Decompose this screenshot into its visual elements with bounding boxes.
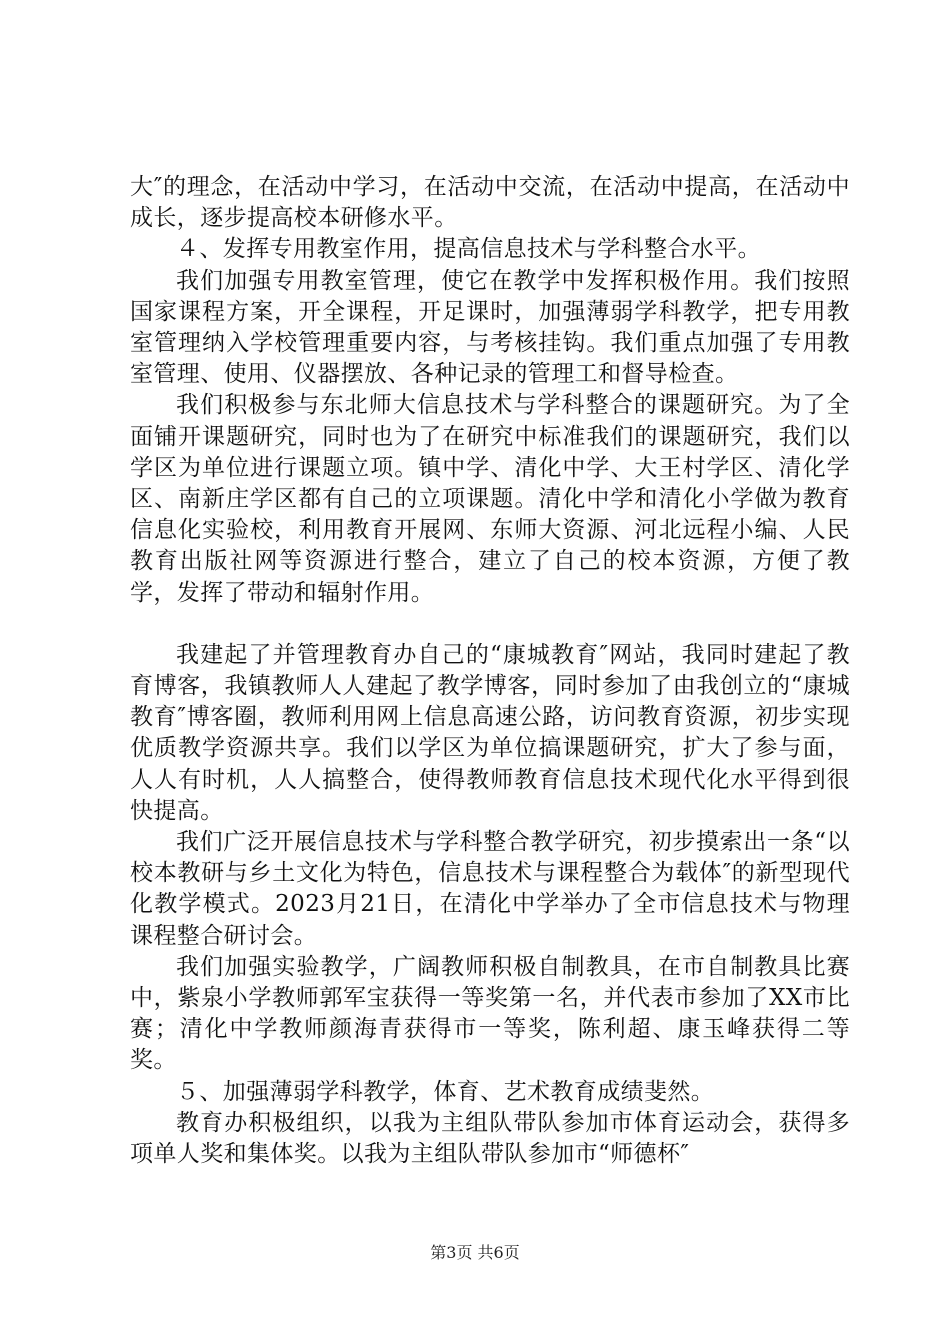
paragraph-sports-arts: 教育办积极组织，以我为主组队带队参加市体育运动会，获得多项单人奖和集体奖。以我为主组队带队参加市“师德杯″ [130, 1109, 850, 1168]
paragraph-experiment-teaching: 我们加强实验教学，广阔教师积极自制教具，在市自制教具比赛中，紫泉小学教师郭军宝获得一等奖第一名，并代表市参加了XX市比赛；清化中学教师颜海青获得市一等奖，陈利超、康玉峰获得二等奖。 [130, 953, 850, 1074]
paragraph-website-blog: 我建起了并管理教育办自己的“康城教育″网站，我同时建起了教育博客，我镇教师人人建起了教学博客，同时参加了由我创立的“康城教育″博客圈，教师利用网上信息高速公路，访问教育资源，初步实现优质教学资源共享。我们以学区为单位搞课题研究，扩大了参与面，人人有时机，人人搞整合，使得教师教育信息技术现代化水平得到很快提高。 [130, 641, 850, 824]
paragraph-gap [130, 609, 850, 640]
document-body [130, 172, 850, 1170]
paragraph-teaching-model: 我们广泛开展信息技术与学科整合教学研究，初步摸索出一条“以校本教研与乡土文化为特色，信息技术与课程整合为载体″的新型现代化教学模式。2023月21日，在清化中学举办了全市信息技术与物理课程整合研讨会。 [130, 829, 850, 949]
paragraph-continuation: 大″的理念，在活动中学习，在活动中交流，在活动中提高，在活动中成长，逐步提高校本研修水平。 [130, 174, 850, 232]
section-heading-5: ５、加强薄弱学科教学，体育、艺术教育成绩斐然。 [176, 1078, 715, 1105]
paragraph-research-project: 我们积极参与东北师大信息技术与学科整合的课题研究。为了全面铺开课题研究，同时也为了在研究中标准我们的课题研究，我们以学区为单位进行课题立项。镇中学、清化中学、大王村学区、清化学区、南新庄学区都有自己的立项课题。清化中学和清化小学做为教育信息化实验校，利用教育开展网、东师大资源、河北远程小编、人民教育出版社网等资源进行整合，建立了自己的校本资源，方便了教学，发挥了带动和辐射作用。 [130, 392, 850, 606]
page-number-footer: 第3页 共6页 [430, 1243, 520, 1262]
paragraph-classroom-management: 我们加强专用教室管理，使它在教学中发挥积极作用。我们按照国家课程方案，开全课程，开足课时，加强薄弱学科教学，把专用教室管理纳入学校管理重要内容，与考核挂钩。我们重点加强了专用教室管理、使用、仪器摆放、各种记录的管理工和督导检查。 [130, 267, 850, 388]
section-heading-4: ４、发挥专用教室作用，提高信息技术与学科整合水平。 [176, 236, 761, 263]
